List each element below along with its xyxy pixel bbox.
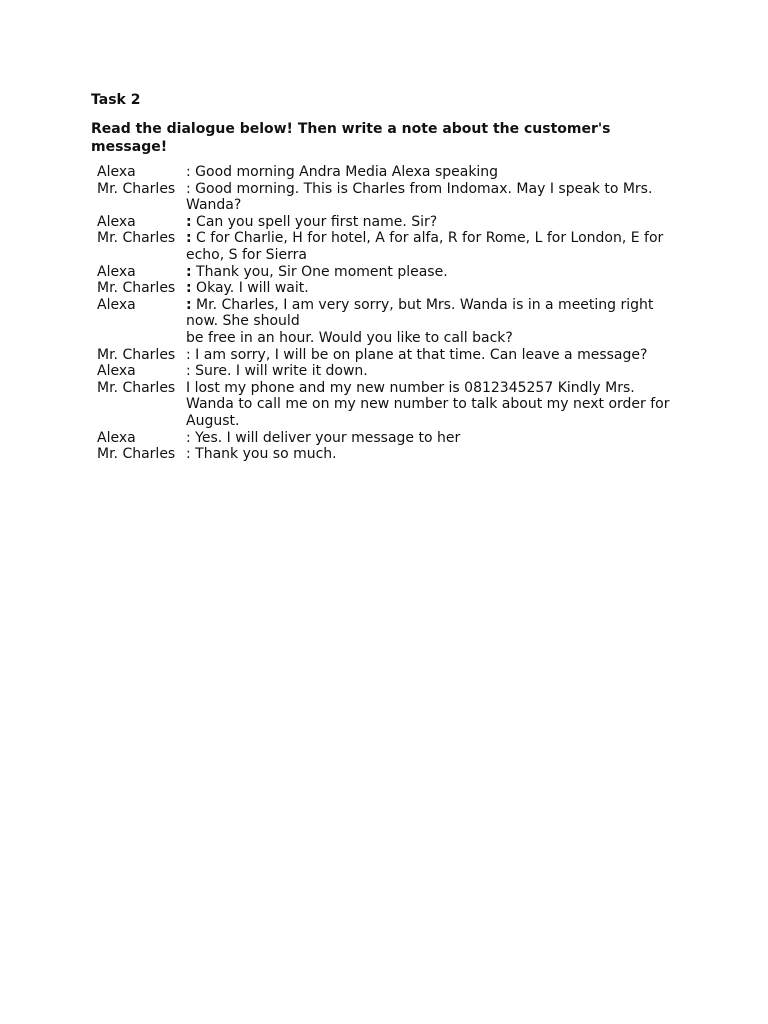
- dialogue-table: [97, 164, 671, 463]
- dialogue-row: [97, 297, 671, 347]
- speech-line: Thank you so much.: [190, 446, 337, 463]
- speech-text: [186, 280, 671, 297]
- instruction-text: Read the dialogue below! Then write a note about the customer's message!: [91, 121, 611, 155]
- speaker-name: Mr. Charles: [97, 230, 176, 247]
- speaker-name: Alexa: [97, 363, 136, 380]
- speech-colon: :: [186, 296, 192, 313]
- speech-colon: :: [186, 164, 191, 180]
- speech-colon: :: [186, 213, 192, 230]
- document-page: [91, 91, 691, 463]
- dialogue-row: [97, 347, 671, 364]
- speech-text: [186, 430, 671, 447]
- speech-line: Can you spell your first name. Sir?: [191, 213, 438, 230]
- speech-line: Sure. I will write it down.: [190, 363, 368, 380]
- task-title: Task 2: [91, 92, 141, 108]
- speech-colon: :: [186, 429, 191, 446]
- speaker-name: Mr. Charles: [97, 280, 176, 297]
- speaker-name: Mr. Charles: [97, 346, 176, 363]
- speech-colon: :: [186, 230, 192, 247]
- speaker-name: Mr. Charles: [97, 180, 176, 197]
- speech-line-continued: be free in an hour. Would you like to call back?: [186, 329, 513, 346]
- speech-text: [186, 380, 671, 430]
- dialogue-row: [97, 264, 671, 281]
- speaker-name: Mr. Charles: [97, 446, 176, 463]
- speech-colon: :: [186, 346, 191, 363]
- speech-line: I lost my phone and my new number is 0812345257 Kindly Mrs. Wanda to call me on my new number to talk about my next order for August.: [186, 379, 670, 429]
- speaker-name: Alexa: [97, 263, 136, 280]
- speech-line: Good morning. This is Charles from Indomax. May I speak to Mrs. Wanda?: [186, 180, 653, 214]
- speech-line: Good morning Andra Media Alexa speaking: [190, 164, 499, 180]
- speech-text: [186, 363, 671, 380]
- dialogue-row: [97, 430, 671, 447]
- speech-line: I am sorry, I will be on plane at that time. Can leave a message?: [190, 346, 648, 363]
- speech-line: Mr. Charles, I am very sorry, but Mrs. Wanda is in a meeting right now. She should: [186, 296, 654, 330]
- speech-colon: :: [186, 280, 192, 297]
- dialogue-row: [97, 363, 671, 380]
- dialogue-row: [97, 181, 671, 214]
- dialogue-row: [97, 214, 671, 231]
- speaker-name: Mr. Charles: [97, 379, 176, 396]
- speech-line: Yes. I will deliver your message to her: [190, 429, 461, 446]
- speech-colon: :: [186, 180, 191, 197]
- speaker-name: Alexa: [97, 213, 136, 230]
- speech-text: [186, 297, 671, 347]
- dialogue-row: [97, 230, 671, 263]
- speech-text: [186, 181, 671, 214]
- speaker-name: Alexa: [97, 429, 136, 446]
- speech-line: Thank you, Sir One moment please.: [191, 263, 448, 280]
- speech-text: [186, 446, 671, 463]
- speech-line: Okay. I will wait.: [191, 280, 309, 297]
- speech-colon: :: [186, 446, 191, 463]
- speech-colon: :: [186, 263, 192, 280]
- speaker-name: Alexa: [97, 296, 136, 313]
- speech-text: [186, 214, 671, 231]
- speech-colon: :: [186, 363, 191, 380]
- speaker-name: Alexa: [97, 164, 136, 180]
- dialogue-row: [97, 280, 671, 297]
- dialogue-row: [97, 380, 671, 430]
- speech-line: C for Charlie, H for hotel, A for alfa, R for Rome, L for London, E for echo, S for Sierra: [186, 230, 664, 263]
- dialogue-row: [97, 164, 671, 181]
- speech-text: [186, 264, 671, 281]
- dialogue-row: [97, 446, 671, 463]
- speech-text: [186, 230, 671, 263]
- speech-text: [186, 164, 671, 181]
- speech-text: [186, 347, 671, 364]
